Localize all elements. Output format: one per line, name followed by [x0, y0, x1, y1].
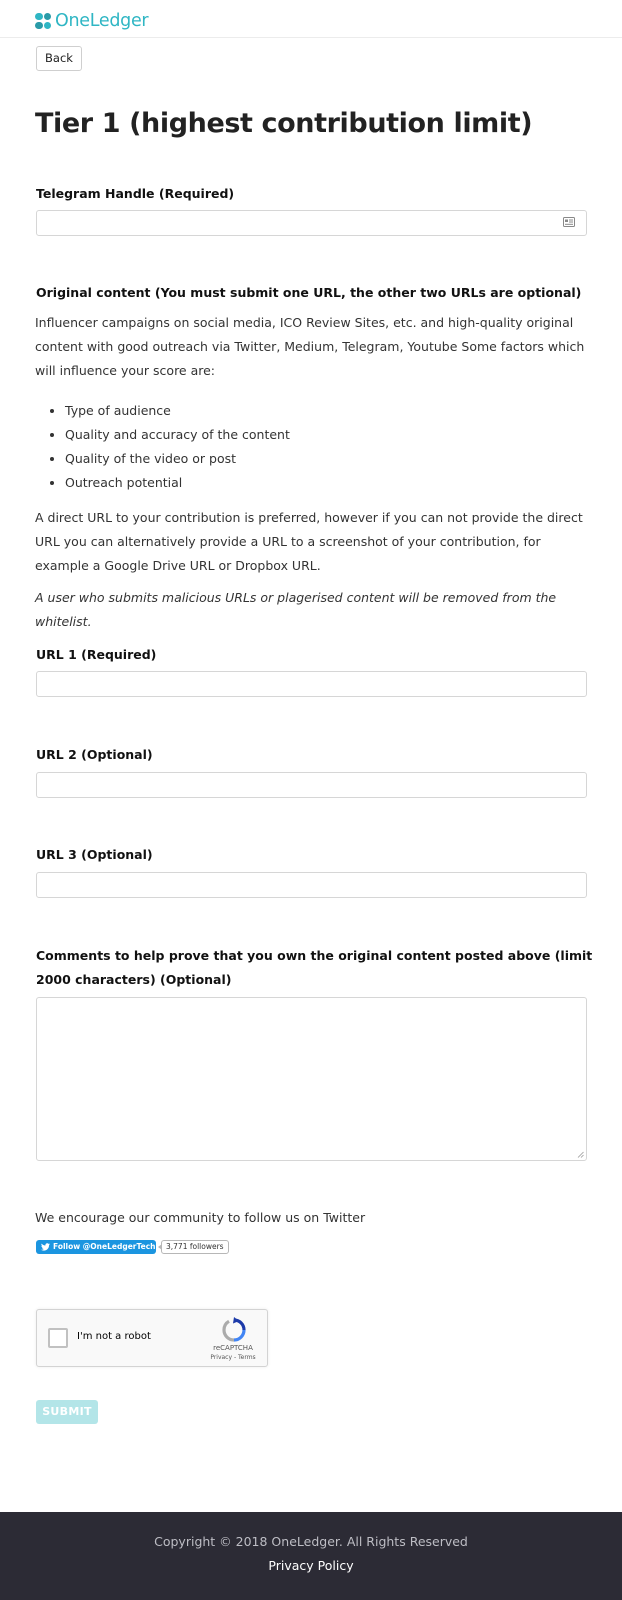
- list-item: • Outreach potential: [65, 471, 605, 495]
- list-item: • Quality of the video or post: [65, 447, 605, 471]
- url3-label: URL 3 (Optional): [36, 847, 153, 862]
- site-header: [0, 0, 622, 38]
- back-button[interactable]: Back: [36, 46, 82, 71]
- score-factors-list: [35, 399, 605, 495]
- url1-label: URL 1 (Required): [36, 647, 157, 662]
- comments-label: Comments to help prove that you own the original content posted above (limit 2000 characters) (Optional): [36, 948, 593, 987]
- recaptcha-brand: reCAPTCHA: [213, 1344, 253, 1352]
- twitter-follower-count[interactable]: 3,771 followers: [161, 1240, 229, 1254]
- direct-url-note: A direct URL to your contribution is preferred, however if you can not provide the direct URL you can alternatively provide a URL to a screenshot of your contribution, for example a Google Drive URL or Dropbox URL.: [35, 510, 583, 573]
- telegram-handle-input[interactable]: [36, 210, 587, 236]
- original-content-intro: Influencer campaigns on social media, ICO Review Sites, etc. and high-quality original content with good outreach via Twitter, Medium, Telegram, Youtube Some factors which will influence your score are:: [35, 315, 585, 378]
- submit-button[interactable]: SUBMIT: [36, 1400, 98, 1424]
- url2-input[interactable]: [36, 772, 587, 798]
- original-content-heading: Original content (You must submit one URL, the other two URLs are optional): [36, 285, 582, 300]
- telegram-handle-label: Telegram Handle (Required): [36, 186, 235, 201]
- contact-card-icon: [563, 217, 575, 227]
- twitter-follow-button[interactable]: [36, 1240, 156, 1254]
- recaptcha-label: I'm not a robot: [77, 1331, 151, 1342]
- page-title: Tier 1 (highest contribution limit): [35, 108, 533, 139]
- twitter-follow-label: Follow @OneLedgerTech: [53, 1242, 156, 1251]
- privacy-policy-link[interactable]: Privacy Policy: [268, 1558, 354, 1573]
- recaptcha-checkbox[interactable]: [48, 1328, 68, 1348]
- recaptcha-privacy-terms-links[interactable]: Privacy - Terms: [210, 1354, 256, 1361]
- site-footer: [0, 1512, 622, 1600]
- url2-label: URL 2 (Optional): [36, 747, 153, 762]
- logo-wordmark: OneLedger: [55, 11, 149, 31]
- footer-copyright: Copyright © 2018 OneLedger. All Rights Reserved: [154, 1534, 468, 1549]
- twitter-bird-icon: [41, 1243, 50, 1251]
- plagiarism-warning: A user who submits malicious URLs or plagerised content will be removed from the whitelist.: [35, 590, 557, 629]
- oneledger-logo[interactable]: [35, 10, 148, 32]
- twitter-encourage-text: We encourage our community to follow us on Twitter: [35, 1210, 366, 1225]
- oneledger-logo-icon: [35, 12, 52, 31]
- url3-input[interactable]: [36, 872, 587, 898]
- comments-textarea[interactable]: [36, 997, 587, 1161]
- recaptcha-logo-icon: [221, 1317, 247, 1343]
- resize-grip-icon[interactable]: [577, 1151, 584, 1158]
- url1-input[interactable]: [36, 671, 587, 697]
- list-item: • Type of audience: [65, 399, 605, 423]
- recaptcha-widget: [36, 1309, 268, 1367]
- list-item: • Quality and accuracy of the content: [65, 423, 605, 447]
